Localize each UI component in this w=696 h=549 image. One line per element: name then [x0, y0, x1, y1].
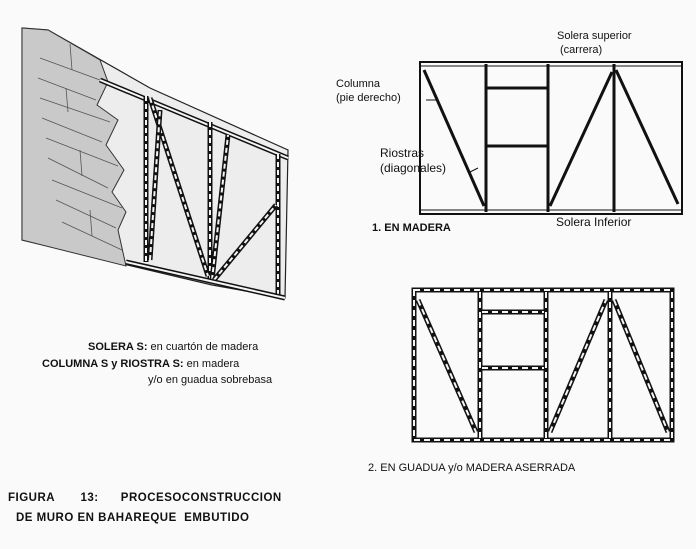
figure-caption-line2: DE MURO EN BAHAREQUE EMBUTIDO	[16, 512, 250, 524]
frame1-title: 1. EN MADERA	[372, 222, 451, 234]
note-columnas-text: en madera	[183, 358, 240, 370]
label-columna: Columna	[336, 78, 381, 90]
frame-madera	[420, 62, 682, 214]
label-carrera: (carrera)	[560, 44, 603, 56]
label-pie-derecho: (pie derecho)	[336, 92, 401, 104]
note-guadua: y/o en guadua sobrebasa	[148, 374, 273, 386]
frame-guadua	[414, 290, 672, 440]
label-riostras: Riostras	[380, 146, 425, 160]
label-solera-superior: Solera superior	[557, 30, 632, 42]
note-columnas	[42, 358, 239, 370]
note-columnas-key: COLUMNA S y RIOSTRA S:	[42, 358, 184, 370]
label-solera-inferior: Solera Inferior	[556, 215, 632, 229]
perspective-wall	[22, 28, 288, 298]
figure-caption-line1: FIGURA 13: PROCESOCONSTRUCCION	[8, 492, 282, 504]
frame2-title: 2. EN GUADUA y/o MADERA ASERRADA	[368, 462, 576, 474]
note-soleras-text: en cuartón de madera	[147, 341, 259, 353]
note-soleras	[88, 341, 258, 353]
note-soleras-key: SOLERA S:	[88, 341, 148, 353]
label-diagonales: (diagonales)	[380, 161, 447, 175]
